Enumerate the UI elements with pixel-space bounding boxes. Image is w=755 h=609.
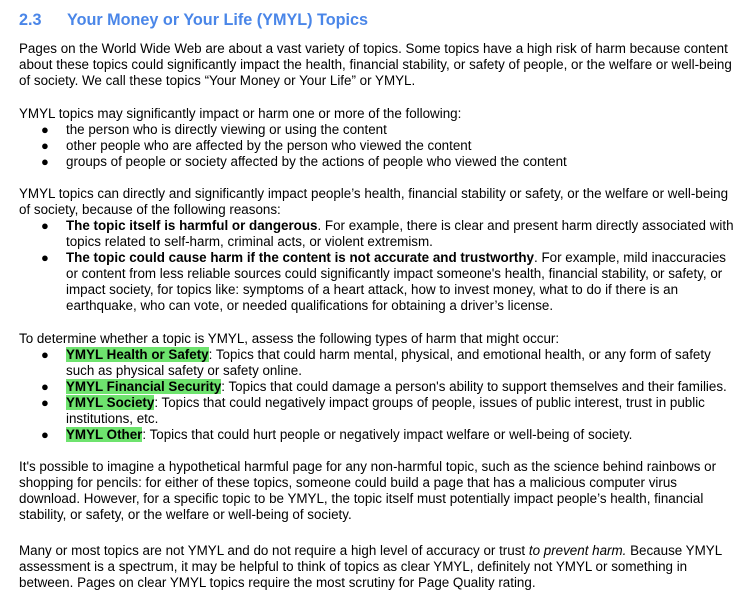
closing-emphasis: to prevent harm.: [528, 543, 627, 558]
bullet-icon: ●: [41, 427, 49, 442]
reason-title: The topic could cause harm if the content is not accurate and trustworthy: [66, 250, 534, 265]
impact-section: [19, 106, 741, 170]
list-item: ● YMYL Society: Topics that could negatively impact groups of people, issues of public interest, trust in public institutions, etc.: [41, 395, 705, 426]
highlighted-label: YMYL Health or Safety: [66, 347, 209, 362]
bullet-icon: ●: [41, 218, 49, 233]
harm-types-lead: To determine whether a topic is YMYL, assess the following types of harm that might occur:: [19, 331, 560, 346]
bullet-icon: ●: [41, 379, 49, 394]
reasons-section: [19, 186, 741, 314]
list-item: ● YMYL Health or Safety: Topics that could harm mental, physical, and emotional health, or any form of safety such as physical safety or safety online.: [41, 347, 711, 378]
hypothetical-paragraph: It's possible to imagine a hypothetical harmful page for any non-harmful topic, such as the science behind rainbows or shopping for pencils: for either of these topics, someone could build a page that has a malicious computer virus download. However, for a specific topic to be YMYL, the topic itself must potentially impact people’s health, financial stability, or safety, or the welfare or well-being of society.: [19, 459, 717, 522]
harm-types-list: [19, 347, 741, 443]
reason-title: The topic itself is harmful or dangerous: [66, 218, 318, 233]
bullet-icon: ●: [41, 347, 49, 362]
list-item: ● groups of people or society affected by the actions of people who viewed the content: [41, 154, 567, 169]
reasons-list: [19, 218, 741, 314]
list-item: ● the person who is directly viewing or using the content: [41, 122, 387, 137]
bullet-icon: ●: [41, 154, 49, 169]
bullet-icon: ●: [41, 122, 49, 137]
list-item: ● The topic could cause harm if the content is not accurate and trustworthy. For example, mild inaccuracies or content from less reliable sources could significantly impact someone's health, financial stability, or safety, or impact society, for topics like: symptoms of a heart attack, how to invest money, what to do if there is an earthquake, who can vote, or needed qualifications for obtaining a driver’s license.: [41, 250, 727, 313]
bullet-icon: ●: [41, 250, 49, 265]
intro-paragraph: Pages on the World Wide Web are about a vast variety of topics. Some topics have a high risk of harm because content about these topics could significantly impact the health, financial stability, or safety of people, or the welfare or well-being of society. We call these topics “Your Money or Your Life” or YMYL.: [19, 41, 732, 88]
list-item: ● YMYL Other: Topics that could hurt people or negatively impact welfare or well-being of society.: [41, 427, 633, 442]
impact-lead: YMYL topics may significantly impact or harm one or more of the following:: [19, 106, 462, 121]
harm-types-section: [19, 331, 741, 443]
section-title: Your Money or Your Life (YMYL) Topics: [67, 11, 368, 29]
list-item: ● The topic itself is harmful or dangerous. For example, there is clear and present harm directly associated with topics related to self-harm, criminal acts, or violent extremism.: [41, 218, 734, 249]
highlighted-label: YMYL Other: [66, 427, 143, 442]
bullet-icon: ●: [41, 138, 49, 153]
section-heading: [19, 10, 368, 30]
closing-paragraph: Many or most topics are not YMYL and do not require a high level of accuracy or trust to prevent harm. Because YMYL assessment is a spectrum, it may be helpful to think of topics as clear YMYL, definitely not YMYL or something in between. Pages on clear YMYL topics require the most scrutiny for Page Quality rating.: [19, 543, 722, 590]
section-number: 2.3: [19, 11, 42, 29]
impact-list: [19, 122, 741, 170]
bullet-icon: ●: [41, 395, 49, 410]
highlighted-label: YMYL Society: [66, 395, 155, 410]
list-item: ● YMYL Financial Security: Topics that could damage a person's ability to support themselves and their families.: [41, 379, 727, 394]
reasons-lead: YMYL topics can directly and significantly impact people’s health, financial stability or safety, or the welfare or well-being of society, because of the following reasons:: [19, 186, 729, 217]
highlighted-label: YMYL Financial Security: [66, 379, 222, 394]
list-item: ● other people who are affected by the person who viewed the content: [41, 138, 472, 153]
